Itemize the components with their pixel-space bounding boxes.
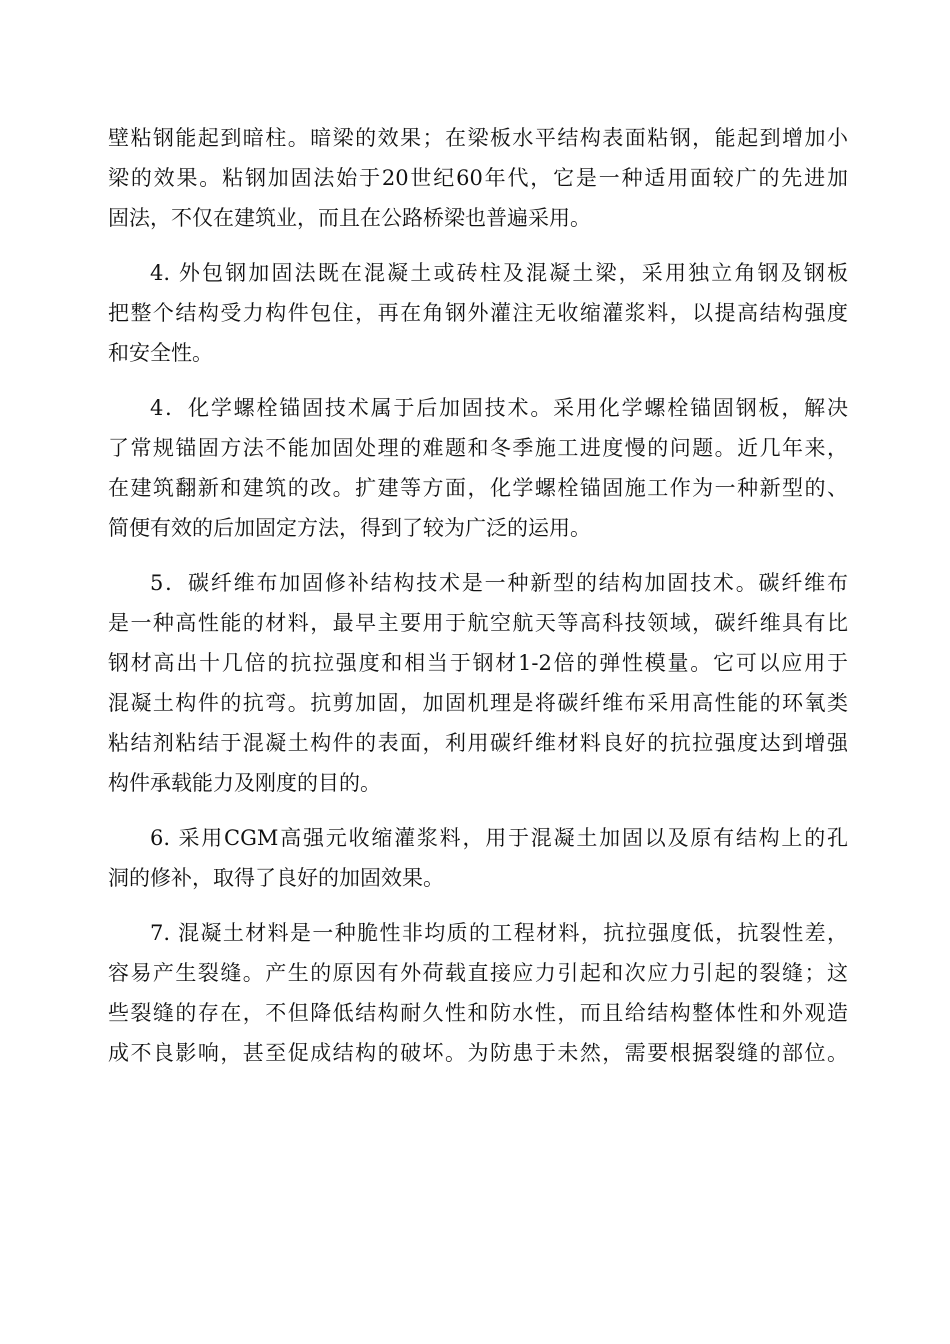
text-line: 混凝土构件的抗弯。抗剪加固，加固机理是将碳纤维布采用高性能的环氧类	[108, 691, 848, 715]
text-line: 是一种高性能的材料，最早主要用于航空航天等高科技领域，碳纤维具有比	[108, 611, 848, 635]
paragraph-cgm-grout	[108, 818, 848, 898]
text-line: 4. 外包钢加固法既在混凝土或砖柱及混凝土梁，采用独立角钢及钢板	[150, 261, 848, 285]
text-line: 了常规锚固方法不能加固处理的难题和冬季施工进度慢的问题。近几年来，	[108, 436, 848, 460]
text-line: 把整个结构受力构件包住，再在角钢外灌注无收缩灌浆料，以提高结构强度	[108, 301, 848, 325]
text-line: 钢材高出十几倍的抗拉强度和相当于钢材1-2倍的弹性模量。它可以应用于	[108, 651, 848, 675]
text-line: 粘结剂粘结于混凝土构件的表面，利用碳纤维材料良好的抗拉强度达到增强	[108, 731, 848, 755]
paragraph-concrete-cracks	[108, 913, 848, 1073]
document-body	[108, 118, 848, 1088]
text-line: 5．碳纤维布加固修补结构技术是一种新型的结构加固技术。碳纤维布	[150, 571, 848, 595]
text-line: 简便有效的后加固定方法，得到了较为广泛的运用。	[108, 516, 591, 540]
text-line: 6. 采用CGM高强元收缩灌浆料，用于混凝土加固以及原有结构上的孔	[150, 826, 848, 850]
text-line: 洞的修补，取得了良好的加固效果。	[108, 866, 444, 890]
paragraph-encased-steel	[108, 253, 848, 373]
text-line: 成不良影响，甚至促成结构的破坏。为防患于未然，需要根据裂缝的部位。	[108, 1041, 848, 1065]
text-line: 壁粘钢能起到暗柱。暗梁的效果；在梁板水平结构表面粘钢，能起到增加小	[108, 126, 848, 150]
text-line: 和安全性。	[108, 341, 213, 365]
text-line: 梁的效果。粘钢加固法始于20世纪60年代，它是一种适用面较广的先进加	[108, 166, 848, 190]
text-line: 构件承载能力及刚度的目的。	[108, 771, 381, 795]
text-line: 4．化学螺栓锚固技术属于后加固技术。采用化学螺栓锚固钢板，解决	[150, 396, 848, 420]
paragraph-carbon-fiber	[108, 563, 848, 803]
text-line: 容易产生裂缝。产生的原因有外荷载直接应力引起和次应力引起的裂缝；这	[108, 961, 848, 985]
text-line: 7. 混凝土材料是一种脆性非均质的工程材料，抗拉强度低，抗裂性差，	[150, 921, 848, 945]
text-line: 固法，不仅在建筑业，而且在公路桥梁也普遍采用。	[108, 206, 591, 230]
text-line: 些裂缝的存在，不但降低结构耐久性和防水性，而且给结构整体性和外观造	[108, 1001, 848, 1025]
paragraph-chemical-anchor	[108, 388, 848, 548]
paragraph-bonded-steel-continued	[108, 118, 848, 238]
text-line: 在建筑翻新和建筑的改。扩建等方面，化学螺栓锚固施工作为一种新型的、	[108, 476, 848, 500]
